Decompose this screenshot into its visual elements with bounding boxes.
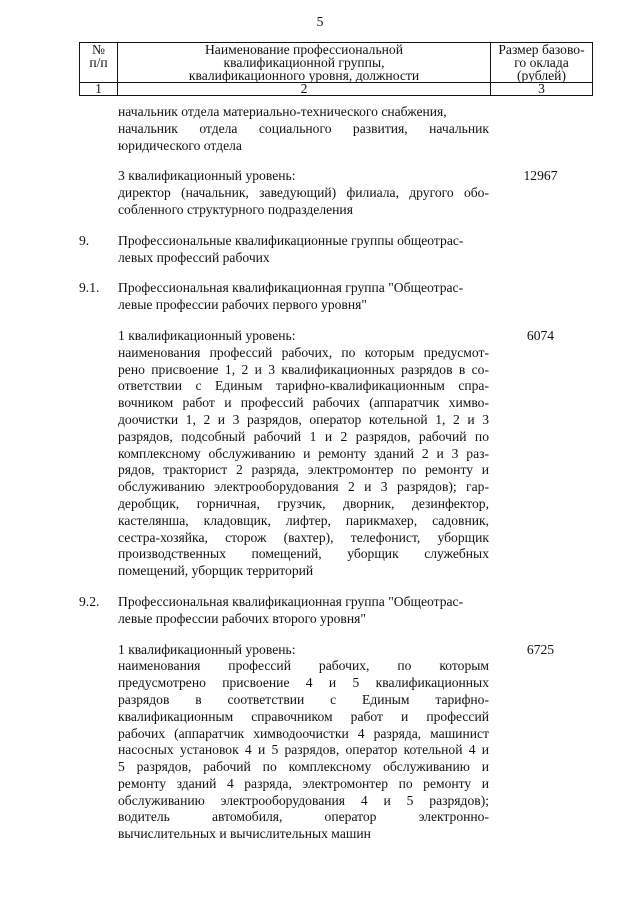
text-line: водитель автомобиля, оператор электронно-	[118, 809, 489, 825]
text-line: ответствии с Единым тарифно-квалификационным спра-	[118, 378, 489, 394]
section-gap	[79, 266, 592, 280]
text-line: разрядов в соответствии с Единым тарифно-	[118, 691, 489, 707]
text-line: Профессиональная квалификационная группа "Общеотрас-	[118, 593, 464, 609]
table-row	[79, 280, 592, 314]
text-line: обслуживанию электрооборудования 2 и 3 разрядов); гар-	[118, 479, 489, 495]
column-number: 1	[80, 83, 118, 96]
item-description	[118, 233, 489, 267]
table-row	[79, 233, 592, 267]
column-number: 2	[118, 83, 491, 96]
page-number: 5	[316, 14, 324, 29]
item-description	[118, 168, 489, 218]
section-gap	[79, 628, 592, 642]
section-gap	[79, 580, 592, 594]
item-number: 9.	[79, 232, 90, 248]
item-description	[118, 642, 489, 844]
header-row	[80, 43, 593, 83]
table-row	[79, 328, 592, 580]
text-line: левые профессии рабочих первого уровня"	[118, 297, 367, 313]
section-gap	[79, 219, 592, 233]
text-line: разрядов, подсобный рабочий 1 и 2 разрядов, рабочий по	[118, 428, 489, 444]
text-line: наименования профессий рабочих, по которым	[118, 658, 489, 674]
text-line: начальник отдела материально-технического снабжения,	[118, 104, 447, 119]
section-gap	[79, 154, 592, 168]
column-number: 3	[491, 83, 593, 96]
text-line: рядов, тракторист 2 разряда, электромонтер по ремонту и	[118, 462, 489, 478]
section-gap	[79, 314, 592, 328]
text-line: помещений, уборщик территорий	[118, 563, 314, 579]
text-line: левых профессий рабочих	[118, 249, 270, 265]
salary-value: 6725	[526, 641, 555, 657]
text-line: рабочих (аппаратчик химводоочистки 4 разряда, машинист	[118, 725, 489, 741]
text-line: директор (начальник, заведующий) филиала, другого обо-	[118, 185, 489, 201]
table-row	[79, 168, 592, 218]
salary-value: 12967	[523, 168, 558, 184]
item-description	[118, 328, 489, 580]
text-line: деробщик, горничная, грузчик, дворник, дезинфектор,	[118, 495, 489, 511]
text-line: обслуживанию электрооборудования 4 и 5 разрядов);	[118, 792, 489, 808]
table-row	[79, 594, 592, 628]
text-line: вычислительных и вычислительных машин	[118, 826, 371, 842]
item-number: 9.2.	[79, 593, 100, 609]
header-col-number: № п/п	[80, 43, 118, 83]
table-row	[79, 642, 592, 844]
text-line: насосных установок 4 и 5 разрядов, оператор котельной 4 и	[118, 742, 489, 758]
text-line: 1 квалификационный уровень:	[118, 641, 296, 657]
text-line: левые профессии рабочих второго уровня"	[118, 610, 366, 626]
text-line: Профессиональные квалификационные группы общеотрас-	[118, 232, 464, 248]
document-body	[79, 104, 592, 843]
text-line: производственных помещений, уборщик служебных	[118, 546, 489, 562]
text-line: юридического отдела	[118, 137, 242, 153]
text-line: сестра-хозяйка, сторож (вахтер), телефонист, уборщик	[118, 529, 489, 545]
text-line: квалификационным справочником работ и профессий	[118, 708, 489, 724]
text-line: 3 квалификационный уровень:	[118, 168, 296, 184]
text-line: комплексному обслуживанию и ремонту зданий 2 и 3 раз-	[118, 445, 489, 461]
item-number: 9.1.	[79, 280, 100, 296]
text-line: 5 разрядов, рабочий по комплексному обслуживанию и	[118, 759, 489, 775]
text-line: ремонту зданий 4 разряда, электромонтер по ремонту и	[118, 775, 489, 791]
text-line: 1 квалификационный уровень:	[118, 327, 296, 343]
header-col-name: Наименование профессиональной квалификационной группы, квалификационного уровня, должности	[118, 43, 491, 83]
item-description	[118, 280, 489, 314]
text-line: наименования профессий рабочих, по которым предусмот-	[118, 344, 489, 360]
column-number-row	[80, 83, 593, 96]
text-line: собленного структурного подразделения	[118, 201, 353, 217]
text-line: рено присвоение 1, 2 и 3 квалификационных разрядов в со-	[118, 361, 489, 377]
text-line: предусмотрено присвоение 4 и 5 квалификационных	[118, 675, 489, 691]
item-description	[118, 104, 489, 154]
text-line: доочистки 1, 2 и 3 разрядов, оператор котельной 1, 2 и 3	[118, 411, 489, 427]
text-line: вочником работ и профессий рабочих (аппаратчик химво-	[118, 395, 489, 411]
salary-value: 6074	[526, 327, 555, 343]
text-line: кастелянша, кладовщик, лифтер, парикмахер, садовник,	[118, 512, 489, 528]
table-row	[79, 104, 592, 154]
item-description	[118, 594, 489, 628]
text-line: Профессиональная квалификационная группа "Общеотрас-	[118, 280, 464, 296]
text-line: начальник отдела социального развития, начальник	[118, 120, 489, 136]
header-col-salary: Размер базово- го оклада (рублей)	[491, 43, 593, 83]
table-header	[79, 42, 593, 96]
